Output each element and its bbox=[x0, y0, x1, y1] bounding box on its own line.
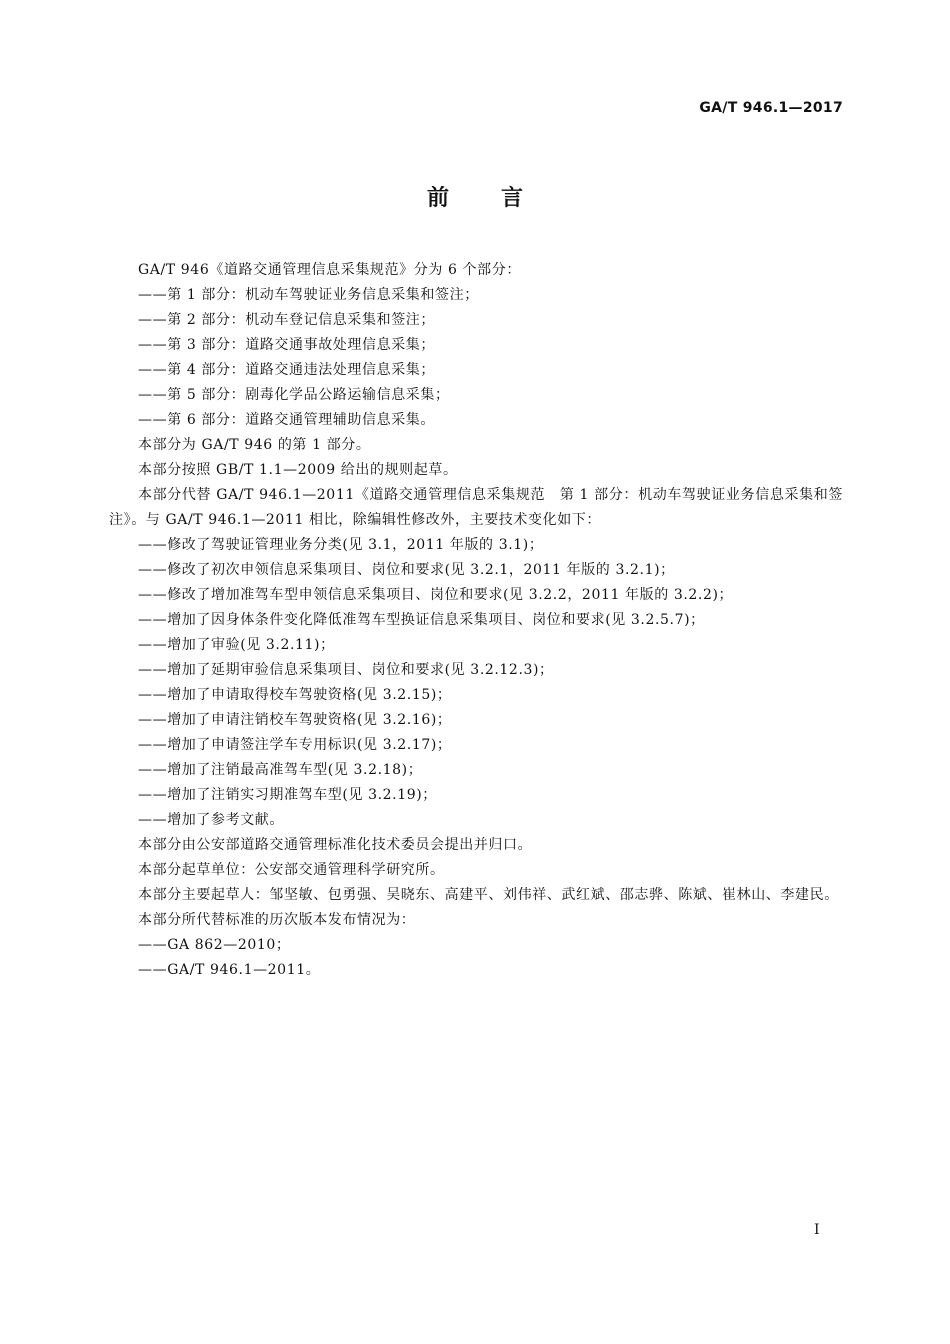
list-item: ——第 6 部分：道路交通管理辅助信息采集。 bbox=[138, 412, 436, 428]
paragraph: 本部分按照 GB/T 1.1—2009 给出的规则起草。 bbox=[138, 462, 458, 478]
foreword-body bbox=[109, 258, 843, 983]
list-item: ——第 5 部分：剧毒化学品公路运输信息采集； bbox=[138, 387, 450, 403]
page-number: I bbox=[814, 1222, 820, 1238]
paragraph: 本部分所代替标准的历次版本发布情况为： bbox=[138, 912, 416, 928]
list-item: ——增加了参考文献。 bbox=[138, 812, 284, 828]
list-item: ——GA/T 946.1—2011。 bbox=[138, 962, 321, 978]
list-item: ——第 2 部分：机动车登记信息采集和签注； bbox=[138, 312, 436, 328]
list-item: ——修改了驾驶证管理业务分类(见 3.1，2011 年版的 3.1)； bbox=[138, 537, 544, 553]
standard-number: GA/T 946.1—2017 bbox=[699, 100, 843, 116]
list-item: ——增加了延期审验信息采集项目、岗位和要求(见 3.2.12.3)； bbox=[138, 662, 554, 678]
list-item: ——GA 862—2010； bbox=[138, 937, 291, 953]
paragraph: 本部分起草单位：公安部交通管理科学研究所。 bbox=[138, 862, 445, 878]
paragraph: 本部分为 GA/T 946 的第 1 部分。 bbox=[138, 437, 371, 453]
list-item: ——增加了申请注销校车驾驶资格(见 3.2.16)； bbox=[138, 712, 452, 728]
list-item: ——增加了注销实习期准驾车型(见 3.2.19)； bbox=[138, 787, 437, 803]
list-item: ——修改了增加准驾车型申领信息采集项目、岗位和要求(见 3.2.2，2011 年版的 3.2.2)； bbox=[138, 587, 734, 603]
list-item: ——第 1 部分：机动车驾驶证业务信息采集和签注； bbox=[138, 287, 479, 303]
paragraph: GA/T 946《道路交通管理信息采集规范》分为 6 个部分： bbox=[138, 262, 521, 278]
list-item: ——第 4 部分：道路交通违法处理信息采集； bbox=[138, 362, 436, 378]
list-item: ——增加了注销最高准驾车型(见 3.2.18)； bbox=[138, 762, 423, 778]
paragraph: 本部分主要起草人：邹坚敏、包勇强、吴晓东、高建平、刘伟祥、武红斌、邵志骅、陈斌、崔林山、李建民。 bbox=[138, 887, 839, 903]
list-item: ——第 3 部分：道路交通事故处理信息采集； bbox=[138, 337, 436, 353]
page-title: 前言 bbox=[426, 186, 575, 211]
list-item: ——增加了申请取得校车驾驶资格(见 3.2.15)； bbox=[138, 687, 452, 703]
list-item: ——增加了因身体条件变化降低准驾车型换证信息采集项目、岗位和要求(见 3.2.5.7)； bbox=[138, 612, 705, 628]
list-item: ——增加了申请签注学车专用标识(见 3.2.17)； bbox=[138, 737, 452, 753]
paragraph: 本部分由公安部道路交通管理标准化技术委员会提出并归口。 bbox=[138, 837, 533, 853]
paragraph: 本部分代替 GA/T 946.1—2011《道路交通管理信息采集规范 第 1 部分：机动车驾驶证业务信息采集和签注》。与 GA/T 946.1—2011 相比，除编辑性修改外，主要技术变化如下： bbox=[109, 487, 843, 528]
list-item: ——增加了审验(见 3.2.11)； bbox=[138, 637, 335, 653]
list-item: ——修改了初次申领信息采集项目、岗位和要求(见 3.2.1，2011 年版的 3.2.1)； bbox=[138, 562, 675, 578]
